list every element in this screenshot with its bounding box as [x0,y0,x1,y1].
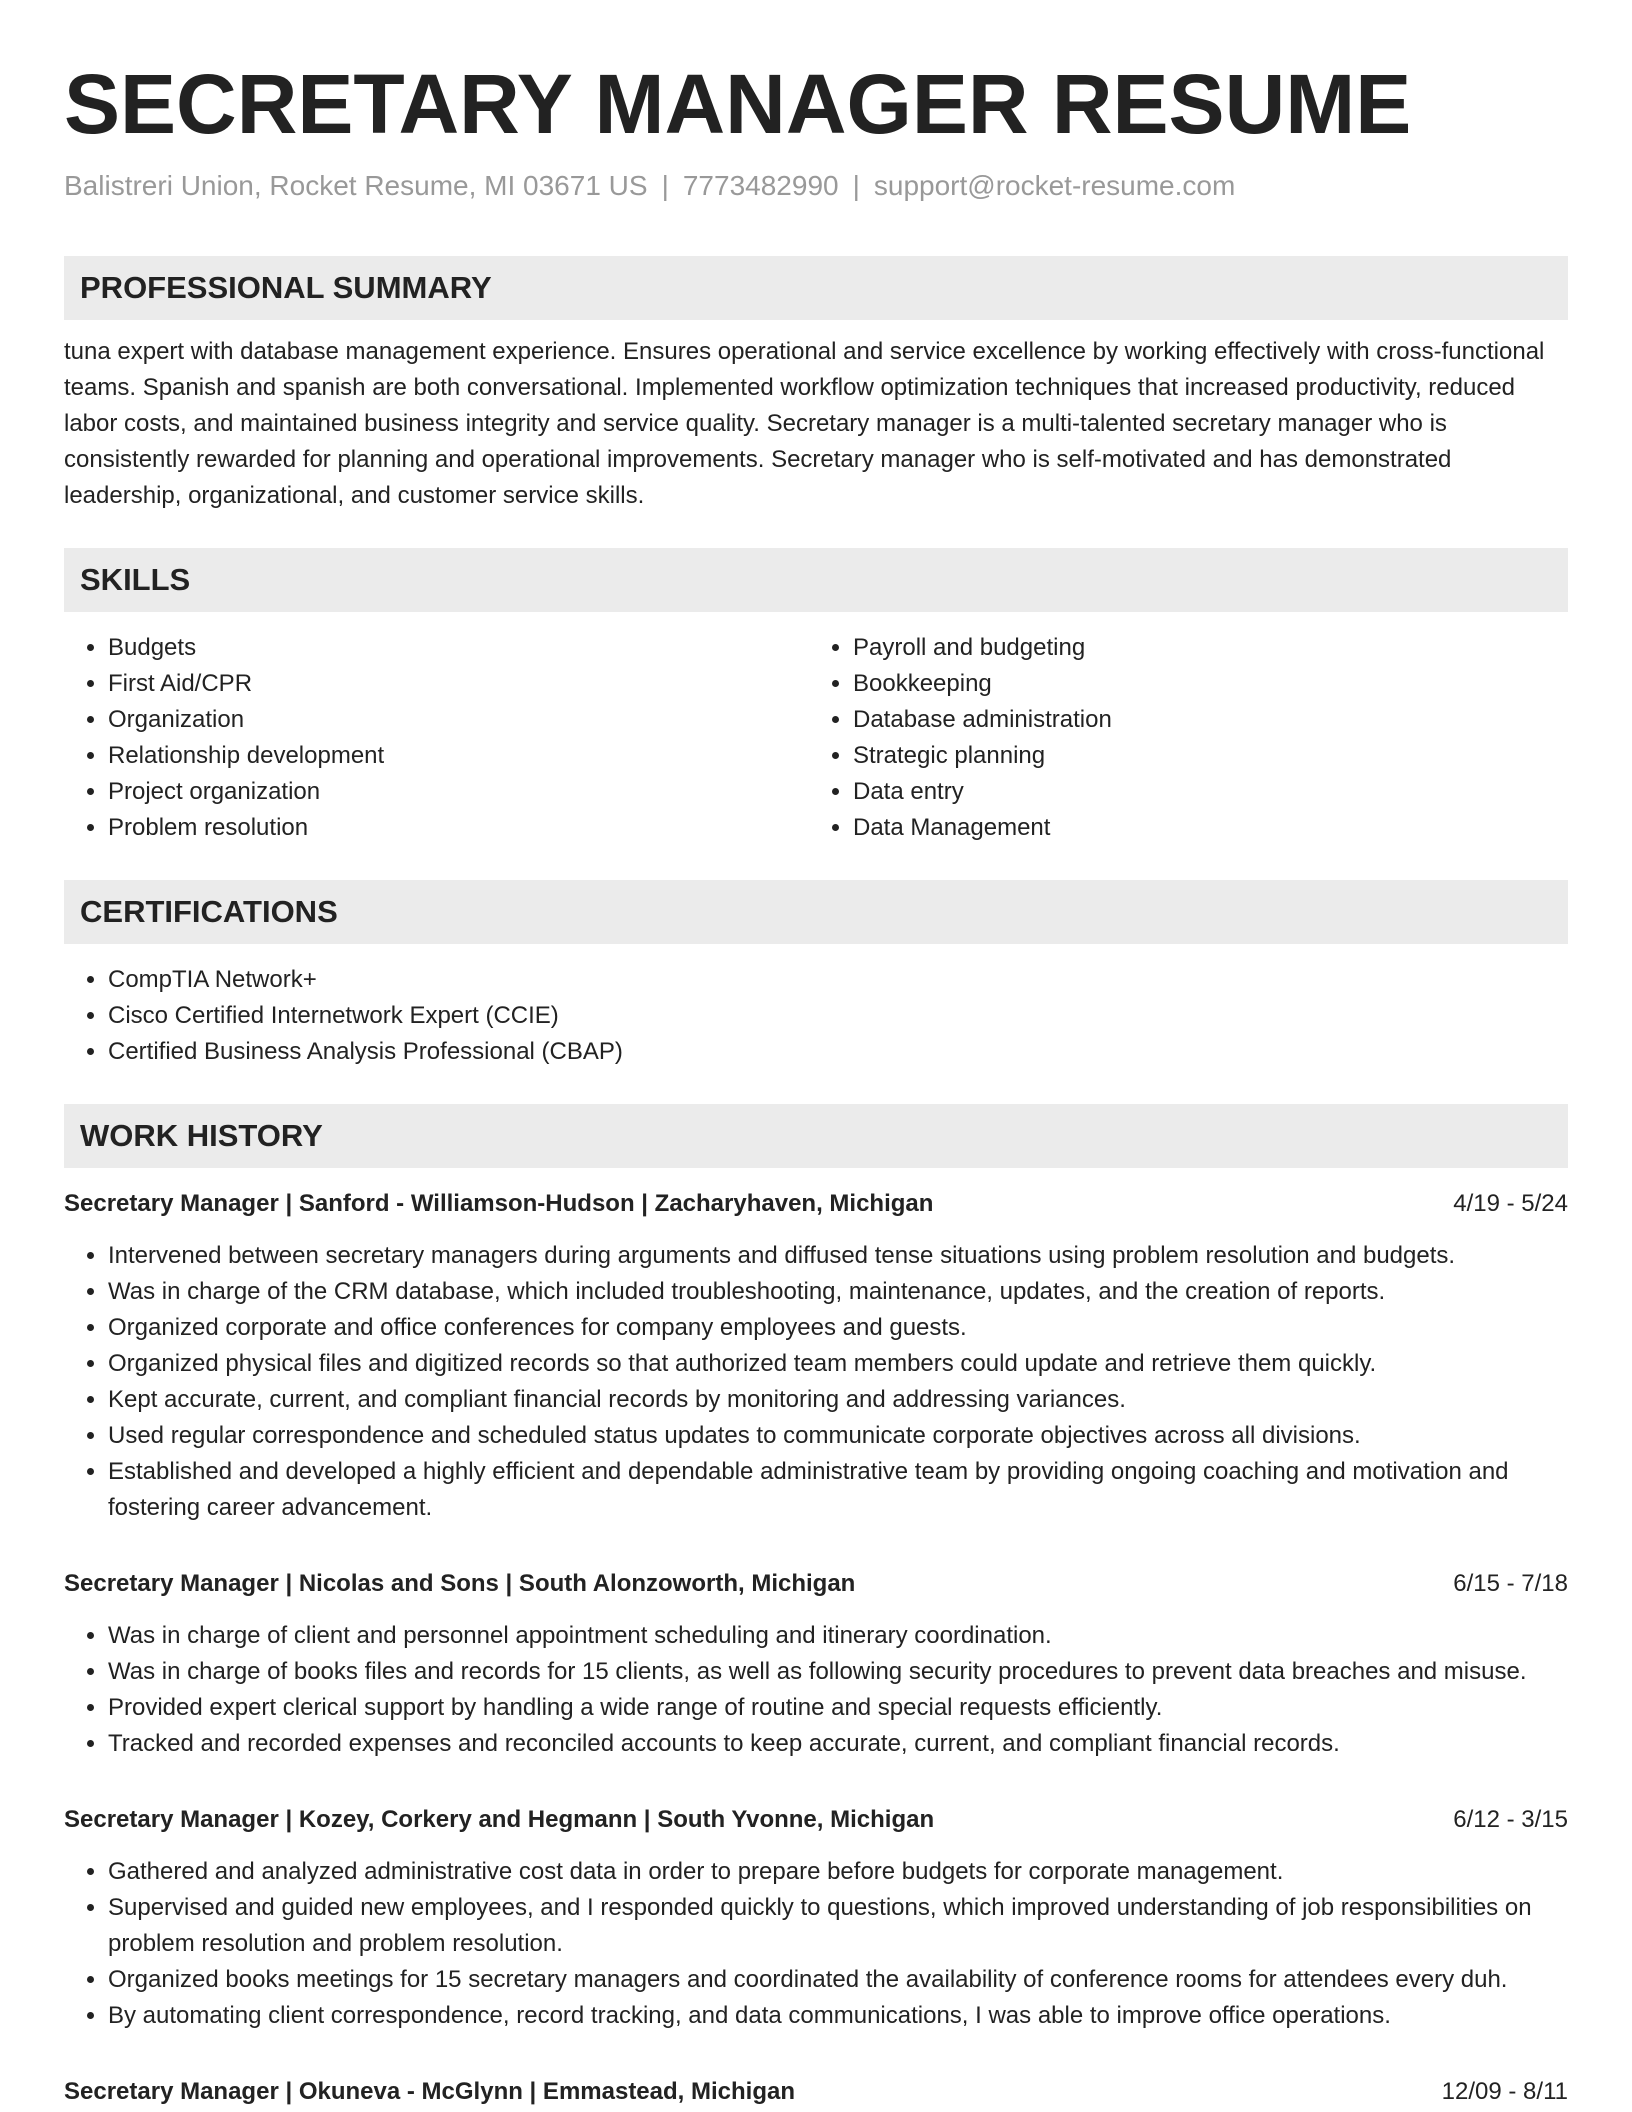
job-header [64,2074,1568,2110]
contact-phone: 7773482990 [682,170,839,201]
job-bullet: • Gathered and analyzed administrative cost data in order to prepare before budgets for corporate management. [108,1854,1568,1890]
section-heading-summary: PROFESSIONAL SUMMARY [64,256,1568,320]
section-heading-skills: SKILLS [64,548,1568,612]
job-bullets [64,1854,1568,2034]
job-bullet: • Organized corporate and office conferences for company employees and guests. [108,1310,1568,1346]
skill-item: • Project organization [108,774,823,810]
certification-item: • CompTIA Network+ [108,962,1568,998]
job-header [64,1186,1568,1222]
skills-list-right [823,630,1568,846]
job-bullet: • Was in charge of the CRM database, which included troubleshooting, maintenance, updates, and the creation of reports. [108,1274,1568,1310]
job-bullet: • Supervised and guided new employees, and I responded quickly to questions, which improved understanding of job responsibilities on problem resolution and problem resolution. [108,1890,1568,1962]
skill-item: • Organization [108,702,823,738]
job-bullets [64,1238,1568,1526]
certifications-list [64,962,1568,1070]
skill-item: • Data entry [853,774,1568,810]
section-heading-certifications: CERTIFICATIONS [64,880,1568,944]
job-dates: 4/19 - 5/24 [1453,1190,1568,1217]
certification-item: • Certified Business Analysis Professional (CBAP) [108,1034,1568,1070]
skills-list-left [64,630,823,846]
job-entry [64,1566,1568,1762]
contact-separator: | [852,170,860,201]
skill-item: • First Aid/CPR [108,666,823,702]
job-entry [64,1802,1568,2034]
job-bullet: • Was in charge of books files and records for 15 clients, as well as following security procedures to prevent data breaches and misuse. [108,1654,1568,1690]
resume-title: SECRETARY MANAGER RESUME [64,57,1412,151]
skill-item: • Database administration [853,702,1568,738]
job-bullet: • Provided expert clerical support by handling a wide range of routine and special requests efficiently. [108,1690,1568,1726]
skill-item: • Relationship development [108,738,823,774]
contact-separator: | [661,170,669,201]
skill-item: • Budgets [108,630,823,666]
skill-item: • Strategic planning [853,738,1568,774]
job-dates: 12/09 - 8/11 [1441,2078,1568,2105]
contact-address: Balistreri Union, Rocket Resume, MI 03671 US [64,170,648,201]
job-bullet: • By automating client correspondence, record tracking, and data communications, I was able to improve office operations. [108,1998,1568,2034]
section-heading-work-history: WORK HISTORY [64,1104,1568,1168]
job-bullet: • Organized books meetings for 15 secretary managers and coordinated the availability of conference rooms for attendees every duh. [108,1962,1568,1998]
skill-item: • Problem resolution [108,810,823,846]
job-title: Secretary Manager | Sanford - Williamson-Hudson | Zacharyhaven, Michigan [64,1190,934,1217]
skills-grid [64,612,1568,846]
job-bullet: • Used regular correspondence and scheduled status updates to communicate corporate objectives across all divisions. [108,1418,1568,1454]
job-bullet: • Established and developed a highly efficient and dependable administrative team by providing ongoing coaching and motivation and fostering career advancement. [108,1454,1568,1526]
skill-item: • Payroll and budgeting [853,630,1568,666]
job-header [64,1802,1568,1838]
job-bullet: • Intervened between secretary managers during arguments and diffused tense situations using problem resolution and budgets. [108,1238,1568,1274]
job-title: Secretary Manager | Kozey, Corkery and Hegmann | South Yvonne, Michigan [64,1806,935,1833]
contact-email[interactable]: support@rocket-resume.com [873,170,1236,201]
summary-text: tuna expert with database management experience. Ensures operational and service excellence by working effectively with cross-functional teams. Spanish and spanish are both conversational. Implemented workflow optimization techniques that increased productivity, reduced labor costs, and maintained business integrity and service quality. Secretary manager is a multi-talented secretary manager who is consistently rewarded for planning and operational improvements. Secretary manager who is self-motivated and has demonstrated leadership, organizational, and customer service skills. [64,338,1545,509]
skill-item: • Data Management [853,810,1568,846]
job-header [64,1566,1568,1602]
job-bullet: • Tracked and recorded expenses and reconciled accounts to keep accurate, current, and compliant financial records. [108,1726,1568,1762]
job-dates: 6/12 - 3/15 [1453,1806,1568,1833]
job-entry [64,2074,1568,2110]
job-title: Secretary Manager | Okuneva - McGlynn | Emmastead, Michigan [64,2078,796,2105]
job-bullet: • Kept accurate, current, and compliant financial records by monitoring and addressing variances. [108,1382,1568,1418]
job-bullets [64,1618,1568,1762]
job-title: Secretary Manager | Nicolas and Sons | South Alonzoworth, Michigan [64,1570,856,1597]
skill-item: • Bookkeeping [853,666,1568,702]
job-dates: 6/15 - 7/18 [1453,1570,1568,1597]
certification-item: • Cisco Certified Internetwork Expert (CCIE) [108,998,1568,1034]
job-bullet: • Was in charge of client and personnel appointment scheduling and itinerary coordination. [108,1618,1568,1654]
contact-line [64,168,1568,204]
job-bullet: • Organized physical files and digitized records so that authorized team members could update and retrieve them quickly. [108,1346,1568,1382]
job-entry [64,1186,1568,1526]
